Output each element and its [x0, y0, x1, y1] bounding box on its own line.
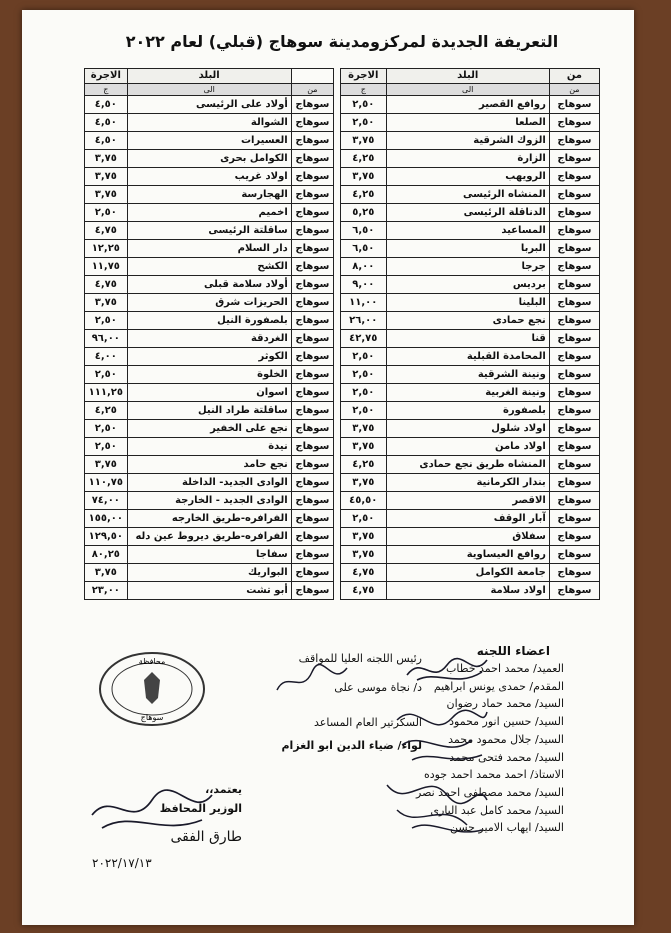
cell-town: جامعة الكوامل: [386, 564, 549, 582]
cell-from: سوهاج: [549, 348, 599, 366]
cell-from: سوهاج: [291, 438, 333, 456]
table-row: [341, 420, 600, 438]
cell-from: سوهاج: [291, 546, 333, 564]
member-line: السيد/ محمد فتحى محمد: [449, 750, 564, 764]
cell-from: سوهاج: [549, 96, 599, 114]
cell-town: المحامدة القبلية: [386, 348, 549, 366]
table-row: [85, 114, 334, 132]
table-row: [85, 312, 334, 330]
table-row: [85, 258, 334, 276]
cell-fare: ١٥٥,٠٠: [85, 510, 128, 528]
subheader-to: الى: [386, 84, 549, 96]
cell-town: أولاد سلامة قبلى: [127, 276, 291, 294]
cell-town: الدناقلة الرئيسى: [386, 204, 549, 222]
table-row: [85, 546, 334, 564]
cell-fare: ٩,٠٠: [341, 276, 387, 294]
cell-from: سوهاج: [291, 312, 333, 330]
table-row: [85, 474, 334, 492]
cell-fare: ٢,٥٠: [341, 384, 387, 402]
table-row: [341, 528, 600, 546]
cell-from: سوهاج: [291, 528, 333, 546]
cell-from: سوهاج: [549, 582, 599, 600]
table-row: [341, 222, 600, 240]
cell-from: سوهاج: [291, 366, 333, 384]
cell-from: سوهاج: [549, 402, 599, 420]
seal-top-text: محافظة: [138, 657, 166, 666]
table-row: [341, 366, 600, 384]
header-town: البلد: [127, 69, 291, 84]
cell-from: سوهاج: [291, 330, 333, 348]
table-row: [341, 240, 600, 258]
cell-from: سوهاج: [549, 150, 599, 168]
cell-fare: ٤,٧٥: [85, 222, 128, 240]
cell-fare: ٨,٠٠: [341, 258, 387, 276]
cell-fare: ٢,٥٠: [341, 96, 387, 114]
chair-title: رئيس اللجنه العليا للمواقف: [298, 652, 422, 665]
subheader-from: من: [549, 84, 599, 96]
cell-from: سوهاج: [549, 222, 599, 240]
table-row: [85, 420, 334, 438]
cell-from: سوهاج: [291, 222, 333, 240]
cell-town: الكوثر: [127, 348, 291, 366]
cell-from: سوهاج: [291, 204, 333, 222]
member-line: المقدم/ حمدى يونس ابراهيم: [433, 679, 564, 693]
cell-town: الرويهب: [386, 168, 549, 186]
table-row: [341, 114, 600, 132]
cell-town: جرجا: [386, 258, 549, 276]
subheader-unit: ج: [341, 84, 387, 96]
cell-from: سوهاج: [549, 186, 599, 204]
member-line: السيد/ ايهاب الامير حسن: [449, 821, 564, 835]
table-row: [341, 330, 600, 348]
cell-from: سوهاج: [291, 258, 333, 276]
cell-fare: ٤,٧٥: [341, 582, 387, 600]
chair-name: د/ نجاة موسى على: [334, 681, 422, 694]
member-line: الاستاذ/ احمد محمد احمد جوده: [423, 768, 564, 782]
cell-fare: ٤,٠٠: [85, 348, 128, 366]
cell-town: الخلوة: [127, 366, 291, 384]
cell-from: سوهاج: [549, 546, 599, 564]
table-row: [85, 132, 334, 150]
table-row: [85, 294, 334, 312]
cell-from: سوهاج: [291, 168, 333, 186]
cell-from: سوهاج: [291, 114, 333, 132]
cell-town: قنا: [386, 330, 549, 348]
table-row: [85, 168, 334, 186]
cell-fare: ٦,٥٠: [341, 240, 387, 258]
cell-from: سوهاج: [291, 294, 333, 312]
cell-fare: ٤,٧٥: [85, 276, 128, 294]
table-row: [341, 312, 600, 330]
member-line: السيد/ محمد مصطفى احمد نصر: [416, 785, 564, 799]
cell-from: سوهاج: [549, 168, 599, 186]
table-row: [85, 96, 334, 114]
table-row: [341, 186, 600, 204]
cell-fare: ٢,٥٠: [85, 438, 128, 456]
governor-title: الوزير المحافظ: [159, 802, 242, 815]
cell-town: نجع حامد: [127, 456, 291, 474]
cell-from: سوهاج: [549, 114, 599, 132]
table-row: [85, 438, 334, 456]
cell-from: سوهاج: [291, 564, 333, 582]
cell-fare: ٤,٧٥: [341, 564, 387, 582]
cell-from: سوهاج: [549, 258, 599, 276]
cell-town: الوادى الجديد- الداخلة: [127, 474, 291, 492]
cell-from: سوهاج: [549, 420, 599, 438]
cell-town: اولاد شلول: [386, 420, 549, 438]
table-row: [341, 168, 600, 186]
cell-town: آبار الوقف: [386, 510, 549, 528]
table-row: [85, 582, 334, 600]
cell-from: سوهاج: [549, 204, 599, 222]
cell-fare: ٢,٥٠: [341, 114, 387, 132]
member-line: السيد/ محمد حماد رضوان: [446, 697, 564, 711]
table-row: [341, 456, 600, 474]
member-line: السيد/ حسين انور محمود: [449, 715, 564, 729]
officials-block: [222, 650, 422, 754]
cell-town: الشوالة: [127, 114, 291, 132]
cell-town: البواريك: [127, 564, 291, 582]
cell-from: سوهاج: [549, 528, 599, 546]
table-row: [341, 492, 600, 510]
table-row: [85, 150, 334, 168]
cell-fare: ٣,٧٥: [341, 528, 387, 546]
cell-fare: ١١٠,٧٥: [85, 474, 128, 492]
table-row: [85, 222, 334, 240]
table-row: [85, 366, 334, 384]
cell-town: اولاد مامن: [386, 438, 549, 456]
cell-town: برديس: [386, 276, 549, 294]
cell-from: سوهاج: [549, 384, 599, 402]
cell-fare: ٦,٥٠: [341, 222, 387, 240]
cell-from: سوهاج: [549, 492, 599, 510]
table-row: [85, 402, 334, 420]
cell-from: سوهاج: [291, 150, 333, 168]
cell-fare: ٣,٧٥: [85, 564, 128, 582]
table-row: [341, 204, 600, 222]
cell-town: الاقصر: [386, 492, 549, 510]
cell-from: سوهاج: [549, 438, 599, 456]
cell-fare: ٧٤,٠٠: [85, 492, 128, 510]
table-row: [341, 510, 600, 528]
cell-from: سوهاج: [291, 474, 333, 492]
secretary-title: السكرتير العام المساعد: [314, 716, 422, 729]
table-row: [341, 474, 600, 492]
cell-fare: ٣,٧٥: [341, 546, 387, 564]
cell-town: الحريزات شرق: [127, 294, 291, 312]
cell-fare: ٢,٥٠: [341, 402, 387, 420]
official-seal: [96, 650, 208, 728]
cell-from: سوهاج: [549, 294, 599, 312]
cell-town: ونينة الشرقية: [386, 366, 549, 384]
table-row: [85, 384, 334, 402]
cell-from: سوهاج: [549, 564, 599, 582]
cell-town: سفاجا: [127, 546, 291, 564]
table-row: [341, 582, 600, 600]
table-row: [341, 348, 600, 366]
cell-town: أولاد على الرئيسى: [127, 96, 291, 114]
document-sheet: [22, 10, 634, 925]
table-row: [341, 294, 600, 312]
cell-from: سوهاج: [549, 132, 599, 150]
cell-fare: ١٢٩,٥٠: [85, 528, 128, 546]
table-row: [85, 204, 334, 222]
cell-town: بندار الكرمانية: [386, 474, 549, 492]
cell-town: الغردقة: [127, 330, 291, 348]
fare-table-left: [84, 68, 334, 600]
cell-fare: ٢٣,٠٠: [85, 582, 128, 600]
cell-from: سوهاج: [291, 510, 333, 528]
cell-town: ساقلتة الرئيسى: [127, 222, 291, 240]
fare-table-right: [340, 68, 600, 600]
table-row: [85, 240, 334, 258]
header-town: البلد: [386, 69, 549, 84]
secretary-name: لواء/ ضياء الدين ابو الغزام: [281, 739, 422, 752]
table-row: [85, 276, 334, 294]
cell-from: سوهاج: [549, 240, 599, 258]
cell-town: ونينة الغربية: [386, 384, 549, 402]
cell-fare: ٤,٢٥: [85, 402, 128, 420]
cell-from: سوهاج: [291, 384, 333, 402]
cell-town: بلصفورة النيل: [127, 312, 291, 330]
table-row: [85, 510, 334, 528]
cell-town: الهجارسة: [127, 186, 291, 204]
cell-from: سوهاج: [291, 96, 333, 114]
cell-town: نجع على الخفير: [127, 420, 291, 438]
subheader-from: من: [291, 84, 333, 96]
member-line: السيد/ محمد كامل عبد البارى: [430, 803, 564, 817]
cell-from: سوهاج: [549, 474, 599, 492]
cell-town: ساقلتة طراد النيل: [127, 402, 291, 420]
cell-town: بلصفورة: [386, 402, 549, 420]
cell-fare: ٣,٧٥: [85, 150, 128, 168]
cell-fare: ٤٥,٥٠: [341, 492, 387, 510]
cell-from: سوهاج: [549, 456, 599, 474]
cell-fare: ٤,٢٥: [341, 150, 387, 168]
member-line: السيد/ جلال محمود محمد: [448, 732, 564, 746]
table-row: [85, 456, 334, 474]
header-from: من: [549, 69, 599, 84]
cell-town: المنشاه الرئيسى: [386, 186, 549, 204]
cell-town: المساعيد: [386, 222, 549, 240]
cell-town: روافع القصير: [386, 96, 549, 114]
cell-fare: ٤,٥٠: [85, 96, 128, 114]
cell-town: الفرافره-طريق الخارجه: [127, 510, 291, 528]
subheader-to: الى: [127, 84, 291, 96]
governor-block: [92, 780, 242, 847]
table-row: [341, 150, 600, 168]
cell-town: اولاد سلامة: [386, 582, 549, 600]
cell-town: البربا: [386, 240, 549, 258]
cell-from: سوهاج: [549, 330, 599, 348]
cell-fare: ١١١,٢٥: [85, 384, 128, 402]
cell-fare: ٣,٧٥: [341, 474, 387, 492]
cell-from: سوهاج: [549, 366, 599, 384]
header-fare: الاجرة: [85, 69, 128, 84]
cell-fare: ٣,٧٥: [341, 438, 387, 456]
cell-town: نجع حمادى: [386, 312, 549, 330]
cell-town: روافع العيساوية: [386, 546, 549, 564]
cell-fare: ٣,٧٥: [341, 420, 387, 438]
cell-fare: ٤,٥٠: [85, 132, 128, 150]
cell-town: نيدة: [127, 438, 291, 456]
table-row: [341, 384, 600, 402]
cell-town: اسوان: [127, 384, 291, 402]
cell-town: الوادى الجديد - الخارجة: [127, 492, 291, 510]
cell-fare: ٢,٥٠: [85, 204, 128, 222]
cell-town: الزوك الشرقية: [386, 132, 549, 150]
cell-town: دار السلام: [127, 240, 291, 258]
cell-fare: ٤,٢٥: [341, 186, 387, 204]
table-row: [341, 438, 600, 456]
governor-name: طارق الفقى: [170, 829, 242, 845]
cell-town: الزارة: [386, 150, 549, 168]
table-row: [341, 402, 600, 420]
subheader-unit: ج: [85, 84, 128, 96]
table-row: [341, 132, 600, 150]
cell-fare: ٣,٧٥: [341, 168, 387, 186]
table-row: [341, 546, 600, 564]
cell-from: سوهاج: [291, 456, 333, 474]
cell-town: الصلعا: [386, 114, 549, 132]
cell-town: سفلاق: [386, 528, 549, 546]
cell-town: الكوامل بحرى: [127, 150, 291, 168]
cell-from: سوهاج: [549, 510, 599, 528]
cell-town: البلينا: [386, 294, 549, 312]
cell-fare: ٤٢,٧٥: [341, 330, 387, 348]
cell-fare: ٢,٥٠: [341, 366, 387, 384]
cell-from: سوهاج: [291, 348, 333, 366]
cell-fare: ٥,٢٥: [341, 204, 387, 222]
cell-from: سوهاج: [291, 492, 333, 510]
cell-from: سوهاج: [291, 240, 333, 258]
cell-town: أبو تشت: [127, 582, 291, 600]
cell-fare: ٨٠,٢٥: [85, 546, 128, 564]
cell-town: العسيرات: [127, 132, 291, 150]
cell-fare: ٢٦,٠٠: [341, 312, 387, 330]
seal-bottom-text: سوهاج: [140, 713, 164, 722]
table-row: [341, 564, 600, 582]
cell-town: الفرافره-طريق ديروط عين دله: [127, 528, 291, 546]
cell-fare: ٣,٧٥: [341, 132, 387, 150]
table-row: [85, 492, 334, 510]
cell-town: اخميم: [127, 204, 291, 222]
cell-from: سوهاج: [291, 132, 333, 150]
cell-fare: ٤,٢٥: [341, 456, 387, 474]
cell-town: اولاد غريب: [127, 168, 291, 186]
committee-title: اعضاء اللجنه: [476, 644, 550, 658]
cell-town: الكشح: [127, 258, 291, 276]
cell-from: سوهاج: [549, 312, 599, 330]
cell-from: سوهاج: [291, 276, 333, 294]
eagle-icon: [144, 672, 160, 704]
table-row: [341, 96, 600, 114]
table-row: [85, 348, 334, 366]
cell-fare: ٩٦,٠٠: [85, 330, 128, 348]
table-row: [85, 330, 334, 348]
cell-fare: ٣,٧٥: [85, 294, 128, 312]
approved-label: يعتمد،،: [205, 783, 242, 796]
date: ٢٠٢٢/١٧/١٣: [92, 856, 152, 870]
member-line: العميد/ محمد احمد خطاب: [445, 662, 564, 675]
cell-fare: ٢,٥٠: [85, 366, 128, 384]
table-row: [341, 276, 600, 294]
document-title: التعريفة الجديدة لمركزومدينة سوهاج (قبلي) لعام ٢٠٢٢: [125, 32, 559, 51]
cell-fare: ٣,٧٥: [85, 168, 128, 186]
cell-fare: ١١,٧٥: [85, 258, 128, 276]
header-fare: الاجرة: [341, 69, 387, 84]
cell-fare: ٣,٧٥: [85, 186, 128, 204]
cell-from: سوهاج: [291, 186, 333, 204]
cell-fare: ٢,٥٠: [341, 348, 387, 366]
cell-fare: ١٢,٢٥: [85, 240, 128, 258]
cell-town: المنشاه طريق نجع حمادى: [386, 456, 549, 474]
cell-fare: ٣,٧٥: [85, 456, 128, 474]
cell-fare: ٢,٥٠: [85, 420, 128, 438]
table-row: [85, 564, 334, 582]
cell-fare: ٤,٥٠: [85, 114, 128, 132]
table-row: [85, 528, 334, 546]
cell-from: سوهاج: [291, 420, 333, 438]
cell-fare: ٢,٥٠: [85, 312, 128, 330]
table-row: [85, 186, 334, 204]
cell-fare: ٢,٥٠: [341, 510, 387, 528]
cell-from: سوهاج: [291, 582, 333, 600]
cell-from: سوهاج: [291, 402, 333, 420]
table-row: [341, 258, 600, 276]
cell-fare: ١١,٠٠: [341, 294, 387, 312]
cell-from: سوهاج: [549, 276, 599, 294]
